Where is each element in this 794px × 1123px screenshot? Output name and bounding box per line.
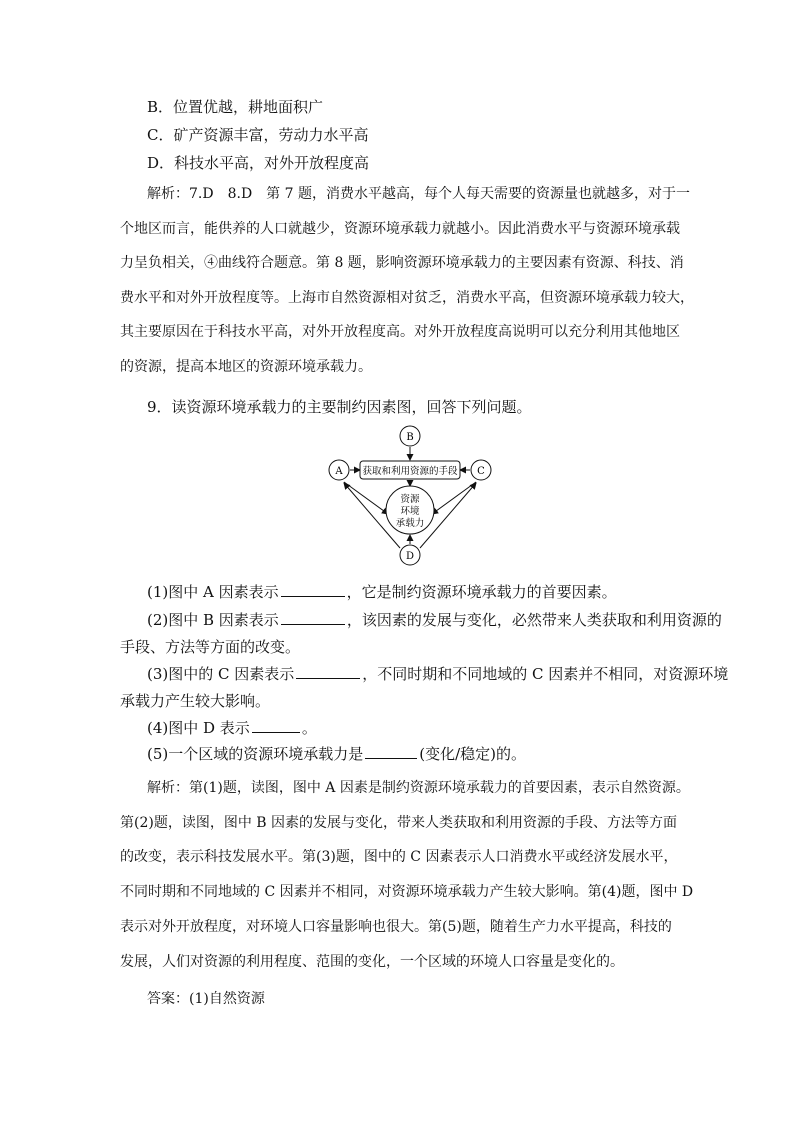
- center-label-2: 环境: [400, 506, 420, 517]
- q5-blank[interactable]: [365, 746, 417, 759]
- q5-prefix: (5)一个区域的资源环境承载力是: [147, 745, 364, 763]
- q2-blank[interactable]: [281, 612, 345, 625]
- node-c-label: C: [477, 466, 485, 477]
- analysis-line: 其主要原因在于科技水平高，对外开放程度高。对外开放程度高说明可以充分利用其他地区: [120, 324, 680, 340]
- analysis-line: 不同时期和不同地域的 C 因素并不相同，对资源环境承载力产生较大影响。第(4)题，图中 D: [120, 884, 694, 900]
- q3-blank[interactable]: [296, 666, 360, 679]
- analysis-line: 个地区而言，能供养的人口就越少，资源环境承载力就越小。因此消费水平与资源环境承载: [120, 221, 680, 237]
- subquestion-2: [147, 609, 722, 630]
- analysis-line: 解析：第(1)题，读图，图中 A 因素是制约资源环境承载力的首要因素，表示自然资源。: [147, 780, 690, 796]
- subquestion-3-cont: 承载力产生较大影响。: [120, 692, 271, 710]
- node-a-label: A: [335, 466, 343, 477]
- q1-suffix: ，它是制约资源环境承载力的首要因素。: [346, 583, 617, 601]
- analysis-line: 第(2)题，读图，图中 B 因素的发展与变化，带来人类获取和利用资源的手段、方法等方面: [120, 815, 678, 831]
- analysis-line: 表示对外开放程度，对环境人口容量影响也很大。第(5)题，随着生产力水平提高，科技的: [120, 919, 672, 935]
- subquestion-4: [147, 717, 317, 738]
- subquestion-5: [147, 743, 526, 764]
- analysis-line: 费水平和对外开放程度等。上海市自然资源相对贫乏，消费水平高，但资源环境承载力较大，: [120, 290, 694, 306]
- subquestion-2-cont: 手段、方法等方面的改变。: [120, 638, 301, 656]
- question-9: 9．读资源环境承载力的主要制约因素图，回答下列问题。: [147, 398, 532, 416]
- q4-suffix: 。: [301, 719, 317, 737]
- analysis-line: 的改变，表示科技发展水平。第(3)题，图中的 C 因素表示人口消费水平或经济发展水平，: [120, 849, 678, 865]
- q1-blank[interactable]: [281, 584, 345, 597]
- analysis-line: 力呈负相关，④曲线符合题意。第 8 题，影响资源环境承载力的主要因素有资源、科技、消: [120, 255, 684, 271]
- center-label-3: 承载力: [395, 518, 425, 529]
- q5-suffix: (变化/稳定)的。: [419, 745, 527, 763]
- answer: 答案：(1)自然资源: [147, 991, 265, 1007]
- q3-prefix: (3)图中的 C 因素表示: [147, 665, 295, 683]
- option-d: D．科技水平高，对外开放程度高: [147, 154, 370, 172]
- constraint-factors-diagram: [320, 422, 500, 572]
- option-c: C．矿产资源丰富，劳动力水平高: [147, 126, 369, 144]
- q1-prefix: (1)图中 A 因素表示: [147, 583, 279, 601]
- analysis-line: 发展，人们对资源的利用程度、范围的变化，一个区域的环境人口容量是变化的。: [120, 954, 624, 970]
- subquestion-3: [147, 663, 728, 684]
- q4-prefix: (4)图中 D 表示: [147, 719, 250, 737]
- q3-suffix: ，不同时期和不同地域的 C 因素并不相同，对资源环境: [362, 665, 729, 683]
- analysis-line: 的资源，提高本地区的资源环境承载力。: [120, 359, 372, 375]
- node-b-label: B: [406, 432, 414, 443]
- means-box-label: 获取和利用资源的手段: [362, 466, 458, 477]
- node-d-label: D: [405, 551, 415, 562]
- center-label-1: 资源: [400, 494, 420, 505]
- analysis-line: 解析：7.D 8.D 第 7 题，消费水平越高，每个人每天需要的资源量也就越多，对于一: [147, 186, 690, 202]
- q4-blank[interactable]: [252, 720, 300, 733]
- q2-prefix: (2)图中 B 因素表示: [147, 611, 279, 629]
- subquestion-1: [147, 581, 617, 602]
- q2-suffix: ，该因素的发展与变化，必然带来人类获取和利用资源的: [346, 611, 722, 629]
- option-b: B．位置优越，耕地面积广: [147, 98, 324, 116]
